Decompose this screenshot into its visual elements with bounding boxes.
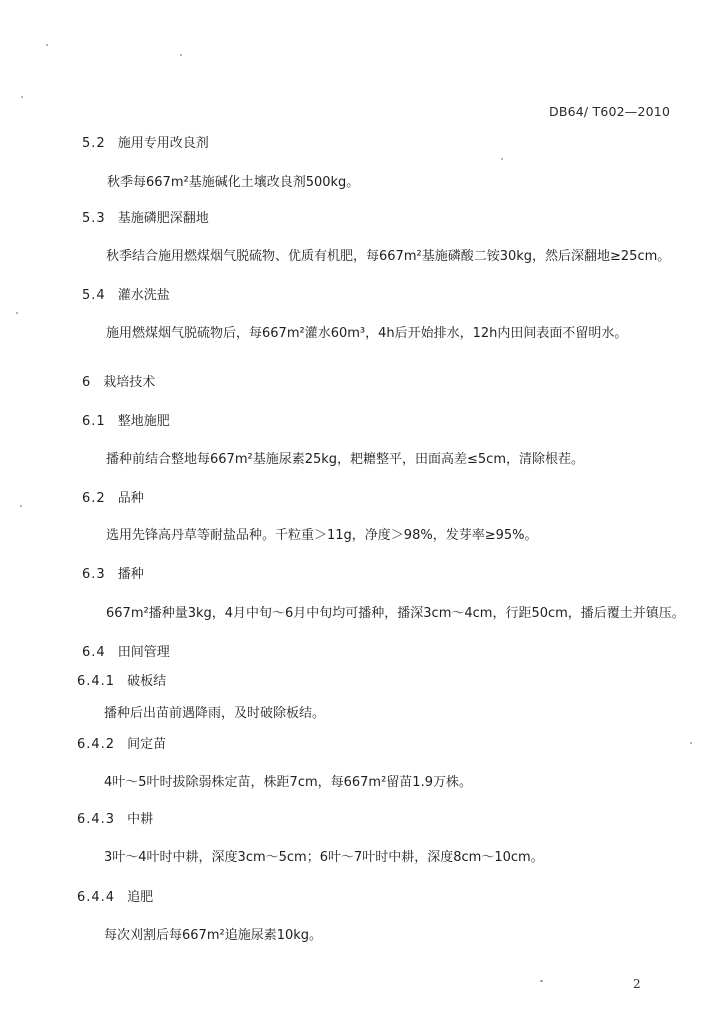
section-number: 6.4.4: [77, 890, 116, 905]
section-number: 6.4: [82, 645, 106, 660]
paragraph: 播种前结合整地每667m²基施尿素25kg，耙耱整平，田面高差≤5cm，清除根茬。: [106, 452, 584, 467]
section-title: 基施磷肥深翻地: [117, 211, 209, 226]
section-title: 追肥: [127, 890, 154, 905]
section-number: 6.4.2: [77, 737, 116, 752]
section-title: 播种: [117, 567, 144, 582]
section-title: 破板结: [127, 674, 167, 689]
scan-speck: [20, 505, 22, 507]
section-title: 整地施肥: [117, 414, 170, 429]
section-heading: [82, 644, 170, 662]
subsection-heading: [77, 811, 153, 829]
section-number: 6.4.1: [77, 674, 116, 689]
paragraph: 选用先锋高丹草等耐盐品种。千粒重＞11g，净度＞98%，发芽率≥95%。: [106, 528, 538, 543]
section-title: 栽培技术: [103, 375, 156, 390]
section-heading: [82, 413, 170, 431]
section-heading: [82, 566, 144, 584]
section-title: 田间管理: [117, 645, 170, 660]
section-number: 6.4.3: [77, 812, 116, 827]
section-title: 灌水洗盐: [117, 288, 170, 303]
standard-code-header: DB64/ T602—2010: [549, 104, 671, 119]
paragraph: 667m²播种量3kg，4月中旬～6月中旬均可播种，播深3cm～4cm，行距50cm，播后覆土并镇压。: [106, 606, 685, 621]
scan-speck: [46, 44, 48, 46]
paragraph: 秋季每667m²基施碱化土壤改良剂500kg。: [107, 175, 360, 190]
section-title: 间定苗: [127, 737, 167, 752]
section-number: 6.2: [82, 491, 106, 506]
section-title: 品种: [117, 491, 144, 506]
section-title: 中耕: [127, 812, 154, 827]
section-heading: [82, 210, 209, 228]
section-number: 5.3: [82, 211, 106, 226]
scan-speck: [540, 980, 543, 982]
scan-speck: [690, 742, 692, 744]
scan-speck: [180, 54, 182, 56]
subsection-heading: [77, 889, 153, 907]
scan-speck: [501, 158, 503, 160]
section-number: 6.1: [82, 414, 106, 429]
section-number: 6: [82, 375, 92, 390]
section-number: 5.4: [82, 288, 106, 303]
subsection-heading: [77, 673, 166, 691]
paragraph: 3叶～4叶时中耕，深度3cm～5cm；6叶～7叶时中耕，深度8cm～10cm。: [104, 850, 544, 865]
scan-speck: [16, 312, 18, 314]
paragraph: 施用燃煤烟气脱硫物后，每667m²灌水60m³，4h后开始排水，12h内田间表面不留明水。: [106, 326, 628, 341]
paragraph: 4叶～5叶时拔除弱株定苗，株距7cm，每667m²留苗1.9万株。: [104, 775, 472, 790]
scan-speck: [21, 96, 23, 98]
page-number: 2: [633, 977, 641, 991]
section-title: 施用专用改良剂: [117, 136, 209, 151]
section-number: 5.2: [82, 136, 106, 151]
section-heading: [82, 287, 170, 305]
section-number: 6.3: [82, 567, 106, 582]
paragraph: 秋季结合施用燃煤烟气脱硫物、优质有机肥，每667m²基施磷酸二铵30kg，然后深翻地≥25cm。: [106, 249, 671, 264]
paragraph: 播种后出苗前遇降雨，及时破除板结。: [104, 706, 326, 721]
chapter-heading: [82, 374, 155, 392]
section-heading: [82, 135, 209, 153]
subsection-heading: [77, 736, 166, 754]
paragraph: 每次刈割后每667m²追施尿素10kg。: [104, 928, 323, 943]
section-heading: [82, 490, 144, 508]
